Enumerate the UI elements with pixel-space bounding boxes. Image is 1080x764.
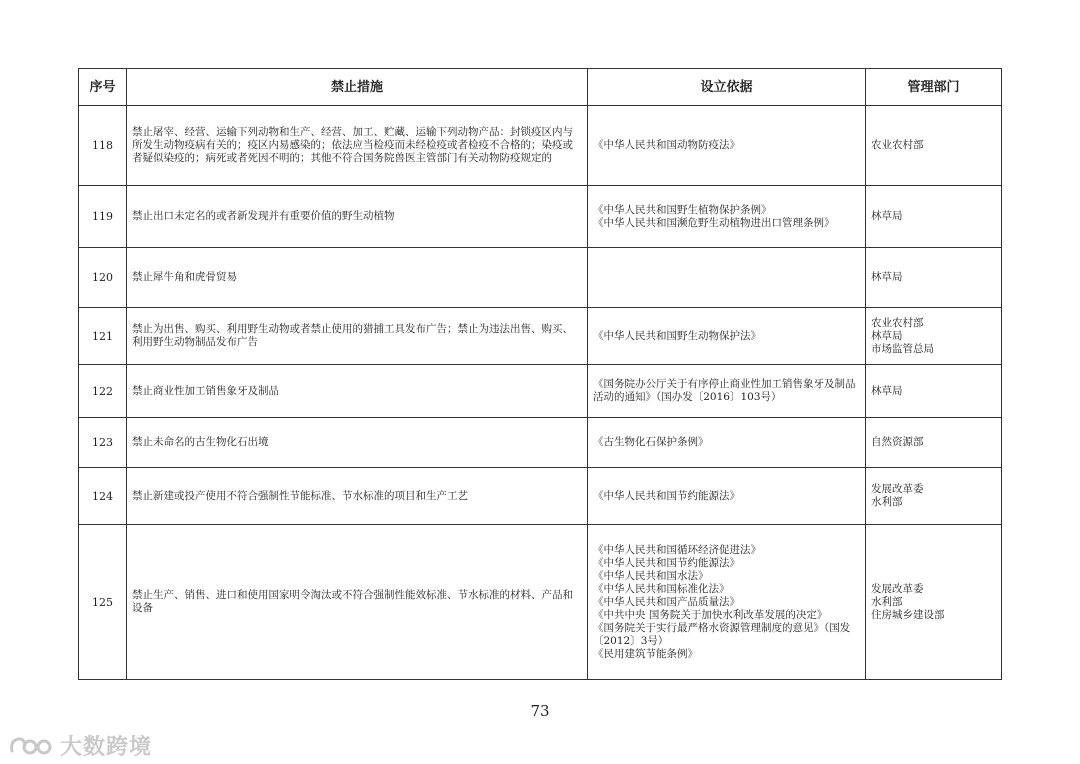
brand-logo-icon xyxy=(8,733,54,759)
basis-text: 《中华人民共和国动物防疫法》 xyxy=(593,139,740,151)
row-basis xyxy=(588,525,866,680)
watermark-text: 大数跨境 xyxy=(60,735,153,760)
watermark xyxy=(8,730,152,761)
basis-text: 《国务院关于实行最严格水资源管理制度的意见》（国发〔2012〕3号） xyxy=(593,621,851,647)
row-dept xyxy=(866,365,1002,418)
measure-text: 禁止商业性加工销售象牙及制品 xyxy=(132,384,279,397)
row-num: 123 xyxy=(79,418,127,468)
row-dept xyxy=(866,525,1002,680)
row-basis xyxy=(588,418,866,468)
row-measure xyxy=(127,365,588,418)
dept-text: 农业农村部 xyxy=(871,316,924,329)
row-measure xyxy=(127,186,588,248)
table-row xyxy=(79,248,1002,308)
row-num: 125 xyxy=(79,525,127,680)
dept-text: 水利部 xyxy=(871,496,903,508)
header-num: 序号 xyxy=(79,69,127,106)
dept-text: 市场监管总局 xyxy=(871,342,934,355)
dept-text: 住房城乡建设部 xyxy=(871,608,945,621)
table-row xyxy=(79,468,1002,525)
row-basis xyxy=(588,106,866,186)
row-basis xyxy=(588,308,866,365)
basis-text: 《中共中央 国务院关于加快水利改革发展的决定》 xyxy=(593,608,828,621)
row-num: 120 xyxy=(79,248,127,308)
basis-text: 《中华人民共和国节约能源法》 xyxy=(593,556,740,569)
dept-text: 自然资源部 xyxy=(871,436,924,448)
measure-text: 禁止为出售、购买、利用野生动物或者禁止使用的猎捕工具发布广告；禁止为违法出售、购买、利用野生动物制品发布广告 xyxy=(132,323,573,348)
measure-text: 禁止犀牛角和虎骨贸易 xyxy=(132,271,237,283)
row-num: 122 xyxy=(79,365,127,418)
row-dept xyxy=(866,186,1002,248)
dept-text: 发展改革委 xyxy=(871,483,924,495)
row-num: 121 xyxy=(79,308,127,365)
basis-text: 《中华人民共和国节约能源法》 xyxy=(593,489,740,502)
dept-text: 发展改革委 xyxy=(871,582,924,595)
measure-text: 禁止未命名的古生物化石出境 xyxy=(132,436,269,448)
dept-text: 林草局 xyxy=(871,271,903,283)
row-basis xyxy=(588,365,866,418)
row-num: 118 xyxy=(79,106,127,186)
row-measure xyxy=(127,308,588,365)
row-num: 119 xyxy=(79,186,127,248)
basis-text: 《中华人民共和国标准化法》 xyxy=(593,582,730,595)
dept-text: 林草局 xyxy=(871,210,903,222)
row-basis xyxy=(588,468,866,525)
header-measure: 禁止措施 xyxy=(127,69,588,106)
basis-text: 《国务院办公厅关于有序停止商业性加工销售象牙及制品活动的通知》（国办发〔2016〕103号） xyxy=(593,378,856,403)
basis-text: 《民用建筑节能条例》 xyxy=(593,647,698,660)
table-row xyxy=(79,418,1002,468)
header-basis: 设立依据 xyxy=(588,69,866,106)
row-basis xyxy=(588,186,866,248)
measure-text: 禁止屠宰、经营、运输下列动物和生产、经营、加工、贮藏、运输下列动物产品：封锁疫区内与所发生动物疫病有关的；疫区内易感染的；依法应当检疫而未经检疫或者检疫不合格的；染疫或者疑似染疫的；病死或者死因不明的；其他不符合国务院兽医主管部门有关动物防疫规定的 xyxy=(132,126,573,164)
table-row xyxy=(79,365,1002,418)
basis-text: 《中华人民共和国产品质量法》 xyxy=(593,595,740,608)
measure-text: 禁止生产、销售、进口和使用国家明令淘汰或不符合强制性能效标准、节水标准的材料、产品和设备 xyxy=(132,589,573,614)
table-row xyxy=(79,308,1002,365)
row-measure xyxy=(127,248,588,308)
row-dept xyxy=(866,418,1002,468)
table-row xyxy=(79,106,1002,186)
dept-text: 水利部 xyxy=(871,595,903,608)
header-dept: 管理部门 xyxy=(866,69,1002,106)
dept-text: 林草局 xyxy=(871,329,903,342)
basis-text: 《中华人民共和国野生植物保护条例》 xyxy=(593,203,772,216)
basis-text: 《中华人民共和国野生动物保护法》 xyxy=(593,329,761,342)
page-number: 73 xyxy=(530,702,550,720)
row-dept xyxy=(866,248,1002,308)
basis-text: 《中华人民共和国水法》 xyxy=(593,569,709,582)
row-dept xyxy=(866,468,1002,525)
measure-text: 禁止出口未定名的或者新发现并有重要价值的野生动植物 xyxy=(132,210,395,222)
dept-text: 农业农村部 xyxy=(871,139,924,151)
row-measure xyxy=(127,106,588,186)
dept-text: 林草局 xyxy=(871,384,903,397)
measure-text: 禁止新建或投产使用不符合强制性节能标准、节水标准的项目和生产工艺 xyxy=(132,489,468,502)
table-row xyxy=(79,525,1002,680)
basis-text: 《中华人民共和国循环经济促进法》 xyxy=(593,543,761,556)
row-basis xyxy=(588,248,866,308)
table-header-row xyxy=(79,69,1002,106)
row-dept xyxy=(866,106,1002,186)
measures-table xyxy=(78,68,1002,680)
basis-text: 《中华人民共和国濒危野生动植物进出口管理条例》 xyxy=(593,216,835,229)
row-num: 124 xyxy=(79,468,127,525)
row-measure xyxy=(127,418,588,468)
row-measure xyxy=(127,525,588,680)
table-row xyxy=(79,186,1002,248)
basis-text: 《古生物化石保护条例》 xyxy=(593,436,709,448)
row-measure xyxy=(127,468,588,525)
row-dept xyxy=(866,308,1002,365)
